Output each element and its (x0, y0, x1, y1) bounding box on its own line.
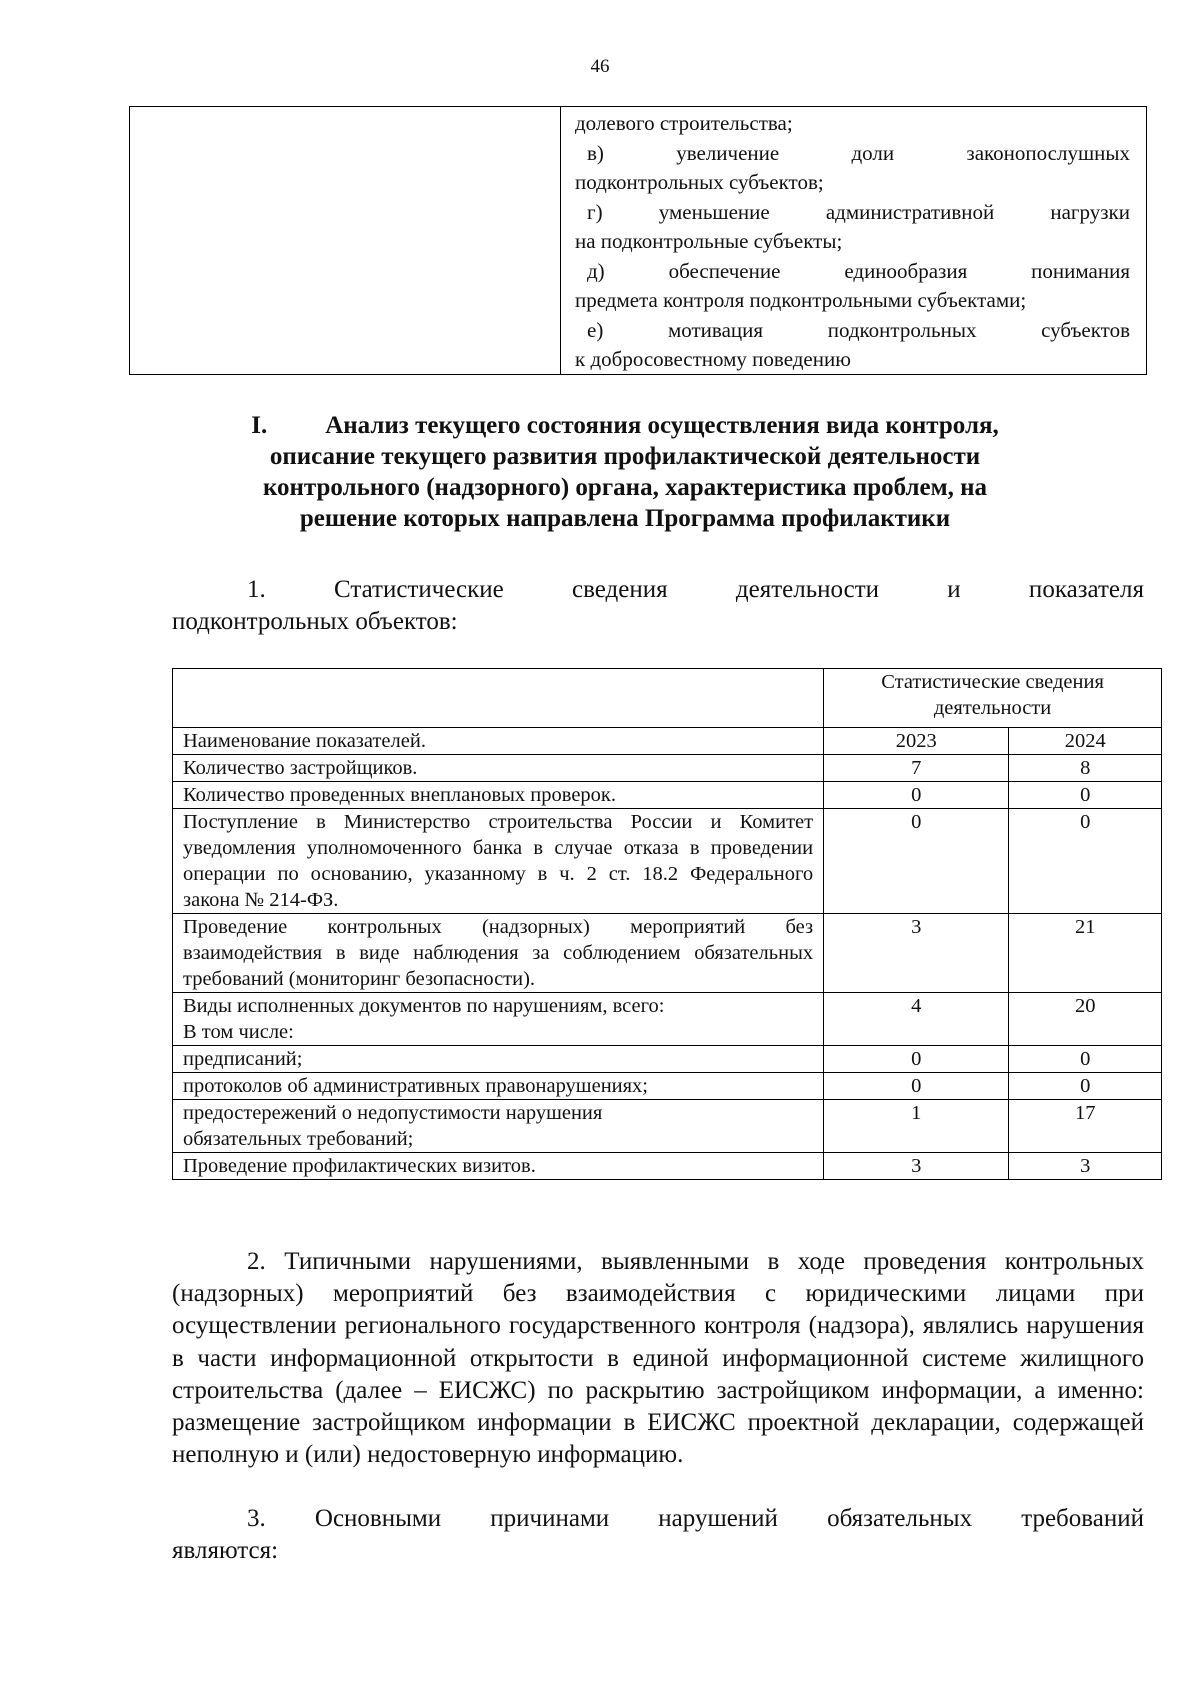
table-row (173, 782, 1162, 809)
continuation-line: к добросовестному поведению (575, 347, 851, 371)
value-2023: 0 (824, 809, 1009, 914)
indicator-line: обязательных требований; (183, 1128, 414, 1150)
year-header: 2024 (1009, 728, 1162, 755)
continuation-line: е) мотивация подконтрольных субъектов (587, 317, 1130, 342)
indicator-line: В том числе: (183, 1021, 294, 1043)
continuation-line: в) увеличение доли законопослушных (587, 140, 1130, 165)
heading-line: описание текущего развития профилактической деятельности (269, 443, 981, 470)
table-row (173, 993, 1162, 1046)
value-2024: 0 (1009, 782, 1162, 809)
indicator-name: Количество проведенных внеплановых проверок. (173, 782, 824, 809)
table-row (173, 755, 1162, 782)
statistics-table (172, 668, 1162, 1180)
value-2023: 1 (824, 1100, 1009, 1153)
indicator-name: протоколов об административных правонарушениях; (173, 1073, 824, 1100)
indicator-line: предостережений о недопустимости нарушения (183, 1102, 603, 1124)
indicator-name: Поступление в Министерство строительства России и Комитет уведомления уполномоченного банка в случае отказа в проведении операции по основанию, указанному в ч. 2 ст. 18.2 Федерального закона № 214-ФЗ. (173, 809, 824, 914)
value-2024: 21 (1009, 914, 1162, 993)
paragraph-line: являются: (172, 1537, 279, 1564)
value-2023: 7 (824, 755, 1009, 782)
page-number: 46 (590, 56, 610, 77)
continuation-table (129, 106, 1147, 375)
year-header: 2023 (824, 728, 1009, 755)
section-numeral: I. (251, 412, 268, 439)
value-2023: 3 (824, 914, 1009, 993)
continuation-line: долевого строительства; (575, 111, 793, 135)
indicator-name: Проведение контрольных (надзорных) мероприятий без взаимодействия в виде наблюдения за соблюдением обязательных требований (мониторинг безопасности). (173, 914, 824, 993)
section-heading (150, 410, 1100, 534)
group-header: Статистические сведения деятельности (824, 669, 1162, 728)
table-row (173, 1153, 1162, 1180)
name-header: Наименование показателей. (173, 728, 824, 755)
value-2023: 0 (824, 1073, 1009, 1100)
heading-line (150, 410, 1100, 441)
paragraph-line: подконтрольных объектов: (172, 608, 458, 635)
indicator-name (173, 993, 824, 1046)
value-2024: 0 (1009, 1073, 1162, 1100)
table-row (173, 809, 1162, 914)
value-2024: 8 (1009, 755, 1162, 782)
indicator-name (173, 1100, 824, 1153)
value-2024: 0 (1009, 809, 1162, 914)
value-2023: 0 (824, 782, 1009, 809)
continuation-line: предмета контроля подконтрольными субъектами; (575, 288, 1027, 312)
paragraph-1 (172, 574, 1144, 638)
continuation-line: на подконтрольные субъекты; (575, 229, 843, 253)
paragraph-2: 2. Типичными нарушениями, выявленными в ходе проведения контрольных (надзорных) мероприятий без взаимодействия с юридическими лицами при осуществлении регионального государственного контроля (надзора), являлись нарушения в части информационной открытости в единой информационной системе жилищного строительства (далее – ЕИСЖС) по раскрытию застройщиком информации, а именно: размещение застройщиком информации в ЕИСЖС проектной декларации, содержащей неполную и (или) недостоверную информацию. (172, 1248, 1144, 1469)
continuation-line: подконтрольных субъектов; (575, 170, 824, 194)
table-row (173, 914, 1162, 993)
heading-text: Анализ текущего состояния осуществления вида контроля, (325, 412, 999, 439)
value-2024: 17 (1009, 1100, 1162, 1153)
column-divider (560, 107, 561, 374)
value-2023: 0 (824, 1046, 1009, 1073)
heading-line: решение которых направлена Программа профилактики (299, 505, 951, 532)
value-2024: 20 (1009, 993, 1162, 1046)
heading-line: контрольного (надзорного) органа, характеристика проблем, на (262, 474, 988, 501)
table-row (173, 1046, 1162, 1073)
empty-header-cell (173, 669, 824, 728)
indicator-name: Количество застройщиков. (173, 755, 824, 782)
value-2023: 4 (824, 993, 1009, 1046)
paragraph-line: 3. Основными причинами нарушений обязательных требований (247, 1505, 1144, 1532)
indicator-name: Проведение профилактических визитов. (173, 1153, 824, 1180)
value-2023: 3 (824, 1153, 1009, 1180)
continuation-line: г) уменьшение административной нагрузки (587, 199, 1130, 224)
table-row (173, 1073, 1162, 1100)
value-2024: 3 (1009, 1153, 1162, 1180)
indicator-name: предписаний; (173, 1046, 824, 1073)
continuation-line: д) обеспечение единообразия понимания (587, 258, 1130, 283)
table-row (173, 1100, 1162, 1153)
indicator-line: Виды исполненных документов по нарушениям, всего: (183, 995, 665, 1017)
paragraph-line: 1. Статистические сведения деятельности и показателя (247, 576, 1144, 603)
continuation-cell (575, 109, 1130, 375)
value-2024: 0 (1009, 1046, 1162, 1073)
paragraph-3 (172, 1503, 1144, 1567)
